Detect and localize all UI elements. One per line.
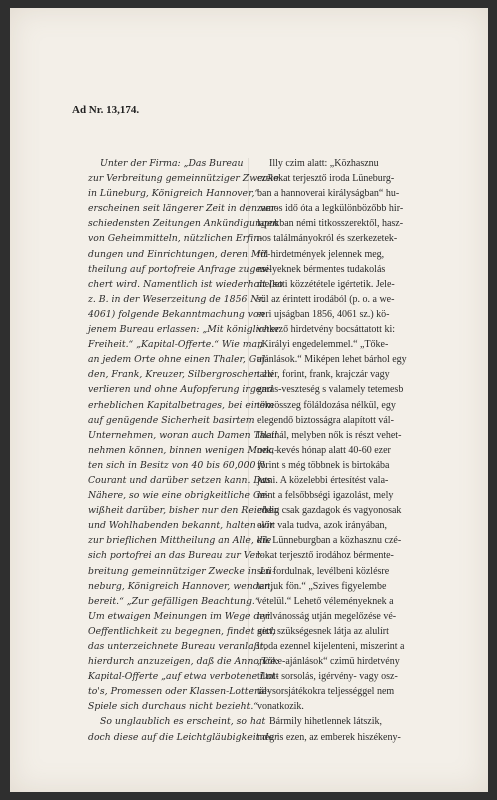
text-line: mint a felsőbbségi igazolást, mely <box>257 490 394 502</box>
text-line: lokat terjesztő irodához bérmente- <box>257 550 394 562</box>
text-line: bereit.“ „Zur gefälligen Beachtung.“ <box>88 595 260 607</box>
text-line: tiltott sorsolás, igérvény- vagy osz- <box>257 671 398 683</box>
text-line: seri ujságban 1856, 4061 sz.) kö- <box>257 308 390 320</box>
text-line: ban a hannoverai királyságban“ hu- <box>257 188 400 200</box>
text-line: das unterzeichnete Bureau veranlaßt, <box>88 641 267 652</box>
text-line: nos találmányokról és szerkezetek- <box>257 233 398 245</box>
text-line: 4061) folgende Bekanntmachung von <box>88 308 265 320</box>
document-page <box>10 8 488 792</box>
text-line: vonatkozik. <box>257 701 304 713</box>
text-line: wißheit darüber, bisher nur den Reichen <box>88 505 280 517</box>
ad-number-heading: Ad Nr. 13,174. <box>72 104 140 116</box>
text-line: vetkező hirdetvény bocsáttatott ki: <box>257 324 396 336</box>
text-line: kik Lünneburgban a közhasznu czé- <box>257 535 402 547</box>
text-line: iroda ezennel kijelenteni, miszerint a <box>257 641 405 652</box>
text-line: chert wird. Namentlich ist wiederholt (so <box>88 278 283 290</box>
text-line: tallér, forint, frank, krajczár vagy <box>257 369 390 381</box>
text-line: még is ezen, az emberek hiszékeny- <box>257 731 401 743</box>
text-line: in Lüneburg, Königreich Hannover,“ <box>88 188 260 200</box>
text-line: und Wohlhabenden bekannt, halten wir <box>88 520 275 532</box>
text-line: eddig csak gazdagok és vagyonosak <box>257 505 402 517</box>
text-line: an jedem Orte ohne einen Thaler, Gul- <box>88 354 269 366</box>
text-line: gett, szükségesnek látja az alulírt <box>257 625 389 637</box>
text-line: erscheinen seit längerer Zeit in den ver- <box>88 203 279 215</box>
text-line: schiedensten Zeitungen Ankündigungen <box>88 218 279 230</box>
text-line: Oeffentlichkeit zu begegnen, findet sich <box>88 625 277 637</box>
text-line: sen fordulnak, levélbeni közlésre <box>257 565 390 577</box>
text-line: doch diese auf die Leichtgläubigkeit der <box>88 731 279 743</box>
text-line: breitung gemeinnütziger Zwecke in Lü- <box>88 565 276 577</box>
text-line: melyeknek bérmentes tudakolás <box>257 263 386 275</box>
text-line: von Geheimmitteln, nützlichen Erfin- <box>88 233 263 245</box>
text-line: Unter der Firma: „Das Bureau <box>100 158 244 169</box>
text-line: Kapital-Offerte „auf etwa verbotene Lot- <box>88 671 279 683</box>
text-line: dungen und Einrichtungen, deren Mit- <box>88 248 271 260</box>
text-line: sül az érintett irodából (p. o. a we- <box>257 293 395 305</box>
text-line: Freiheit.“ „Kapital-Offerte.“ Wie man <box>88 339 264 351</box>
text-line: melletti közzététele igértetik. Jele- <box>257 278 395 290</box>
text-line: „Tőke-ajánlások“ czimü hirdetvény <box>257 656 400 668</box>
text-line: zur Verbreitung gemeinnütziger Zwecke <box>88 173 280 185</box>
text-line: tartjuk fön.“ „Szives figyelembe <box>257 580 387 592</box>
text-line: ről hirdetmények jelennek meg, <box>257 248 385 260</box>
text-line: erheblichen Kapitalbetrages, bei einem <box>88 399 275 411</box>
text-line: Illy czim alatt: „Közhasznu <box>269 158 379 169</box>
text-line: garas-veszteség s valamely tetemesb <box>257 384 404 396</box>
text-line: Courant und darüber setzen kann. Das <box>88 474 272 486</box>
text-line: hierdurch anzuzeigen, daß die Annonce: <box>88 656 279 668</box>
text-line: zur brieflichen Mittheilung an Alle, die <box>88 535 272 547</box>
text-line: lapokban némi titkosszerektől, hasz- <box>257 218 404 230</box>
text-line: ten sich in Besitz von 40 bis 60,000 fl. <box>88 459 268 471</box>
text-line: tálysorsjátékokra teljességgel nem <box>257 686 395 698</box>
text-line: ajánlások.“ Miképen lehet bárhol egy <box>257 354 407 366</box>
text-line: auf genügende Sicherheit basirtem <box>88 414 255 426</box>
text-line: So unglaublich es erscheint, so hat <box>100 716 266 728</box>
text-line: nehmen können, binnen wenigen Mona- <box>88 444 278 456</box>
text-line: nyilvánosság utján megelőzése vé- <box>257 610 397 622</box>
text-line: czélokat terjesztő iroda Lüneburg- <box>257 173 395 185</box>
text-line: neburg, Königreich Hannover, wenden, <box>88 580 274 592</box>
text-line: nek, kevés hónap alatt 40-60 ezer <box>257 444 391 456</box>
text-line: vételül.“ Lehető véleményeknek a <box>257 595 394 607</box>
text-line: Nähere, so wie eine obrigkeitliche Ge- <box>88 490 270 502</box>
text-line: den, Frank, Kreuzer, Silbergroschen zu <box>88 369 274 381</box>
text-line: theilung auf portofreie Anfrage zugesi- <box>88 263 272 275</box>
text-line: elegendő biztosságra alapított vál- <box>257 414 394 426</box>
text-line: Unternehmen, woran auch Damen Theil <box>88 429 278 441</box>
text-line: tőkeösszeg föláldozása nélkül, egy <box>257 399 396 411</box>
text-line: „Királyi engedelemmel.“ „Tőke- <box>257 339 389 351</box>
text-line: verlieren und ohne Aufopferung irgend <box>88 384 274 396</box>
text-line: sich portofrei an das Bureau zur Ver- <box>88 550 263 562</box>
text-line: Spiele sich durchaus nicht bezieht.“ <box>88 701 259 713</box>
text-line: forint s még többnek is birtokába <box>257 459 390 471</box>
text-line: jutni. A közelebbi értesítést vala- <box>257 474 389 486</box>
hungarian-text-column <box>257 156 427 745</box>
text-line: to's, Promessen oder Klassen-Lotterie- <box>88 686 271 698</box>
text-line: z. B. in der Weserzeitung de 1856 Nr. <box>88 293 265 305</box>
text-line: jenem Bureau erlassen: „Mit königlicher <box>88 324 280 336</box>
text-line: Um etwaigen Meinungen im Wege der <box>88 610 270 622</box>
text-line: előtt vala tudva, azok irányában, <box>257 520 387 532</box>
column-gutter <box>248 158 249 678</box>
text-line: zamos idő óta a legkülönbözőbb hir- <box>257 203 404 215</box>
text-line: Bármily hihetlennek látszik, <box>269 716 383 728</box>
text-line: lalatnál, melyben nők is részt vehet- <box>257 429 402 441</box>
